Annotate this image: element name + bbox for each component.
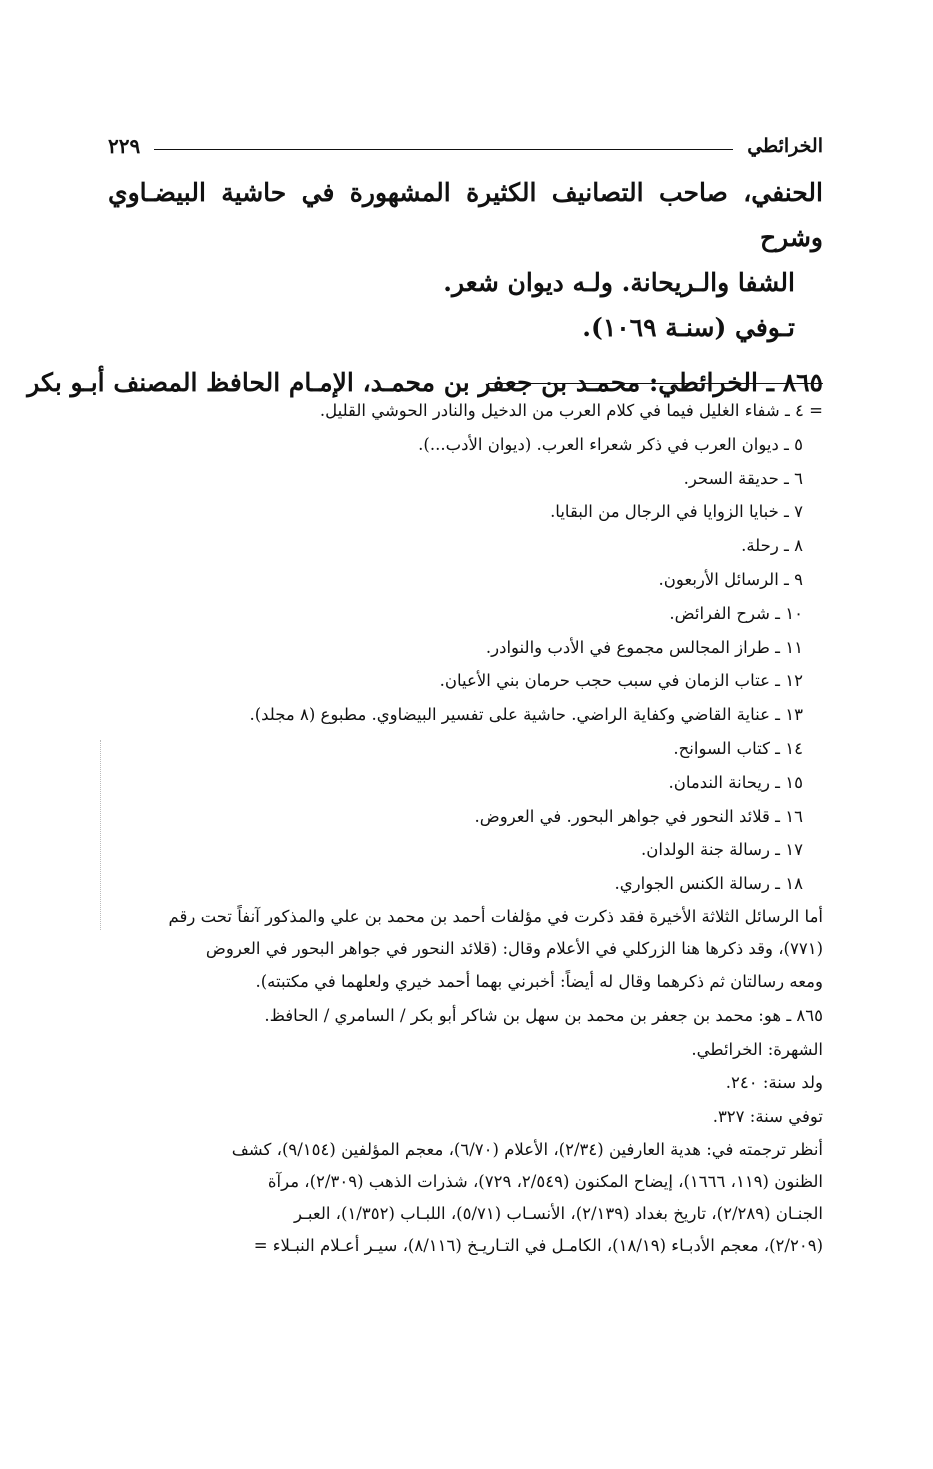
footnote-item: ٥ ـ ديوان العرب في ذكر شعراء العرب. (ديوان الأدب...). <box>418 434 803 454</box>
footnote-item: ٩ ـ الرسائل الأربعون. <box>658 569 803 589</box>
scan-artifact <box>100 740 101 930</box>
footnote-item: ٧ ـ خبايا الزوايا في الرجال من البقايا. <box>550 502 803 522</box>
footnote-note-line: ومعه رسالتان ثم ذكرهما وقال له أيضاً: أخبرني بهما أحمد خيري ولعلهما في مكتبته). <box>255 971 823 991</box>
footnote-item: ٨ ـ رحلة. <box>741 536 803 556</box>
footnote-item: ١٧ ـ رسالة جنة الولدان. <box>640 840 803 860</box>
main-line: الحنفي، صاحب التصانيف الكثيرة المشهورة في حاشية البيضـاوي وشرح <box>108 178 823 252</box>
references-line: أنظر ترجمته في: هدية العارفين (٢/٣٤)، الأعلام (٦/٧٠)، معجم المؤلفين (٩/١٥٤)، كشف <box>231 1139 823 1159</box>
main-text <box>27 170 823 405</box>
footnote-item: ١٤ ـ كتاب السوانح. <box>673 738 803 758</box>
footnote-item: ١٦ ـ قلائد النحور في جواهر البحور. في العروض. <box>474 806 803 826</box>
footnote-note-line: (٧٧١)، وقد ذكرها هنا الزركلي في الأعلام وقال: (قلائد النحور في جواهر البحور في العروض <box>205 938 823 958</box>
footnote-separator <box>488 383 823 384</box>
footnote-item: ١٠ ـ شرح الفرائض. <box>669 603 803 623</box>
footnote-item: ١٣ ـ عناية القاضي وكفاية الراضي. حاشية على تفسير البيضاوي. مطبوع (٨ مجلد). <box>249 705 803 725</box>
entry-name: الخرائطي: <box>648 368 758 397</box>
main-line: الشفا والـريحانة. ولـه ديوان شعر. <box>443 268 795 297</box>
footnote-item: ١٨ ـ رسالة الكنس الجواري. <box>614 874 803 894</box>
footnotes <box>108 394 823 1262</box>
bio-line: الشهرة: الخرائطي. <box>691 1039 823 1059</box>
entry-number: ٨٦٥ ـ <box>766 368 823 397</box>
references-line: الجنـان (٢/٢٨٩)، تاريخ بغداد (٢/١٣٩)، الأنسـاب (٥/٧١)، اللبـاب (١/٣٥٢)، العبـر <box>293 1203 823 1223</box>
header-rule <box>154 149 733 150</box>
header-title: الخرائطي <box>747 135 823 157</box>
bio-line: ٨٦٥ ـ هو: محمد بن جعفر بن محمد بن سهل بن شاكر أبو بكر / السامري / الحافظ. <box>264 1005 823 1025</box>
running-header <box>108 128 823 164</box>
footnote-item: = ٤ ـ شفاء الغليل فيما في كلام العرب من الدخيل والنادر الحوشي القليل. <box>319 401 823 420</box>
page-number: ٢٢٩ <box>108 134 141 158</box>
footnote-note-line: أما الرسائل الثلاثة الأخيرة فقد ذكرت في مؤلفات أحمد بن محمد بن علي والمذكور آنفاً تحت رقم <box>168 906 823 926</box>
footnote-item: ١٥ ـ ريحانة الندمان. <box>668 772 803 792</box>
main-line: تـوفي (سنـة ١٠٦٩). <box>582 313 795 342</box>
bio-line: توفي سنة: ٣٢٧. <box>712 1107 823 1127</box>
footnote-item: ١٢ ـ عتاب الزمان في سبب حجب حرمان بني الأعيان. <box>439 671 803 691</box>
entry-text: محمـد بن جعفر بن محمـد، الإمـام الحافظ المصنف أبـو بكر <box>27 368 641 397</box>
bio-line: ولد سنة: ٢٤٠. <box>725 1073 823 1093</box>
references-line: الظنون (١١٩، ١٦٦٦)، إيضاح المكنون (٢/٥٤٩، ٧٢٩)، شذرات الذهب (٢/٣٠٩)، مرآة <box>267 1171 823 1191</box>
footnote-item: ١١ ـ طراز المجالس مجموع في الأدب والنوادر. <box>485 637 803 657</box>
references-line: (٢/٢٠٩)، معجم الأدبـاء (١٨/١٩)، الكامـل في التـاريـخ (٨/١١٦)، سيـر أعـلام النبـلاء = <box>253 1235 823 1255</box>
footnote-item: ٦ ـ حديقة السحر. <box>683 468 803 488</box>
